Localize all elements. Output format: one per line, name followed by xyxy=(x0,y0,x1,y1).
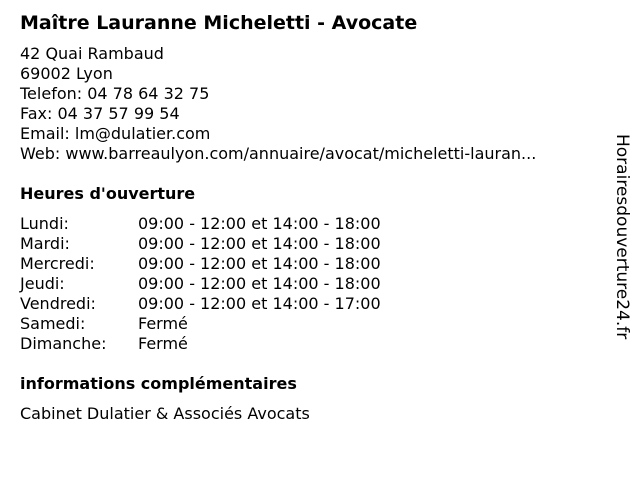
day-label: Jeudi: xyxy=(20,274,65,293)
day-hours: Fermé xyxy=(138,314,188,333)
email-address: Email: lm@dulatier.com xyxy=(20,124,211,143)
contact-block xyxy=(20,44,536,164)
city-postal-code: 69002 Lyon xyxy=(20,64,113,83)
day-hours: 09:00 - 12:00 et 14:00 - 18:00 xyxy=(138,274,381,293)
hours-row-sunday xyxy=(20,334,381,354)
hours-row-wednesday xyxy=(20,254,381,274)
day-label: Mardi: xyxy=(20,234,70,253)
phone-number: Telefon: 04 78 64 32 75 xyxy=(20,84,210,103)
site-watermark: Horairesdouverture24.fr xyxy=(612,134,632,340)
hours-row-saturday xyxy=(20,314,381,334)
day-hours: 09:00 - 12:00 et 14:00 - 17:00 xyxy=(138,294,381,313)
day-label: Lundi: xyxy=(20,214,69,233)
hours-row-thursday xyxy=(20,274,381,294)
additional-info-heading: informations complémentaires xyxy=(20,374,297,393)
opening-hours-table xyxy=(20,214,381,354)
page-title: Maître Lauranne Micheletti - Avocate xyxy=(20,12,418,34)
day-hours: Fermé xyxy=(138,334,188,353)
day-label: Mercredi: xyxy=(20,254,95,273)
day-hours: 09:00 - 12:00 et 14:00 - 18:00 xyxy=(138,254,381,273)
day-label: Samedi: xyxy=(20,314,86,333)
day-hours: 09:00 - 12:00 et 14:00 - 18:00 xyxy=(138,214,381,233)
hours-row-monday xyxy=(20,214,381,234)
fax-number: Fax: 04 37 57 99 54 xyxy=(20,104,180,123)
hours-row-friday xyxy=(20,294,381,314)
day-label: Dimanche: xyxy=(20,334,107,353)
opening-hours-heading: Heures d'ouverture xyxy=(20,184,196,203)
street-address: 42 Quai Rambaud xyxy=(20,44,164,63)
hours-row-tuesday xyxy=(20,234,381,254)
website-link: Web: www.barreaulyon.com/annuaire/avocat/micheletti-lauran... xyxy=(20,144,537,163)
day-hours: 09:00 - 12:00 et 14:00 - 18:00 xyxy=(138,234,381,253)
day-label: Vendredi: xyxy=(20,294,96,313)
additional-info-text: Cabinet Dulatier & Associés Avocats xyxy=(20,404,310,423)
